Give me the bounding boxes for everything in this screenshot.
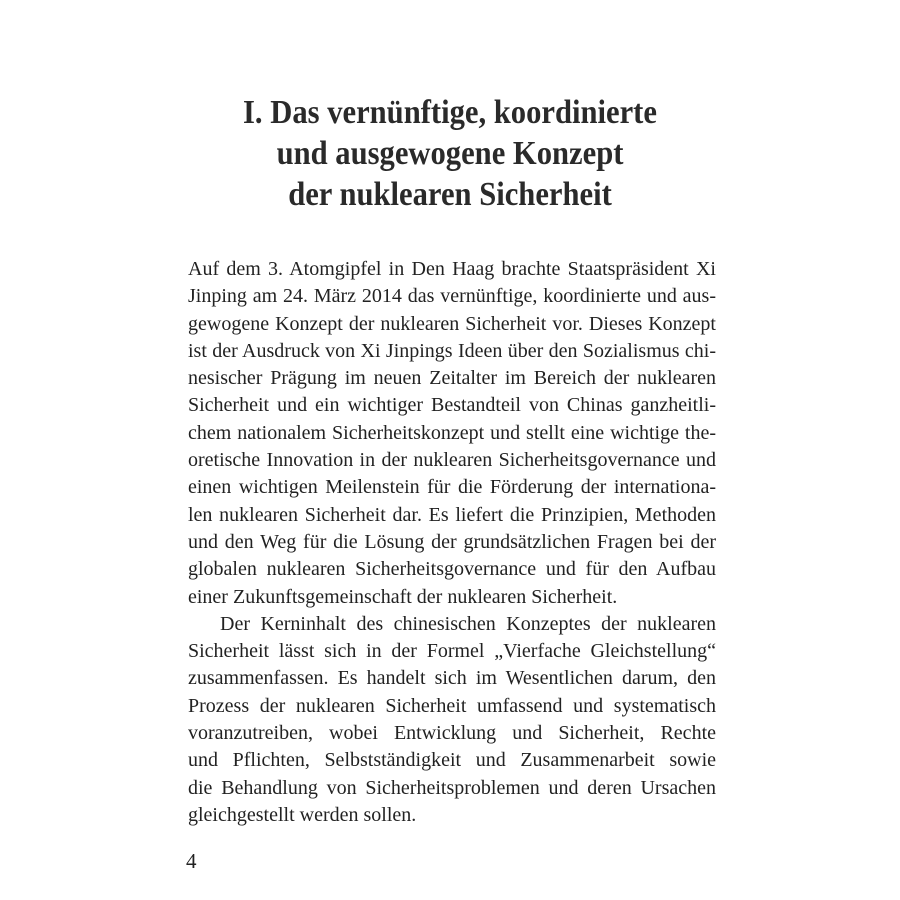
text-line: Der Kerninhalt des chinesischen Konzeptes der nuklearen (220, 612, 716, 635)
text-line: und Pflichten, Selbstständigkeit und Zusammenarbeit sowie (188, 749, 716, 772)
heading-line: und ausgewogene Konzept (276, 135, 624, 172)
text-line: Prozess der nuklearen Sicherheit umfassend und systematisch (188, 694, 716, 717)
text-line: voranzutreiben, wobei Entwicklung und Sicherheit, Rechte (188, 722, 716, 745)
text-line: chem nationalem Sicherheitskonzept und stellt eine wichtige the- (188, 421, 716, 444)
chapter-heading (180, 92, 720, 215)
text-line: einen wichtigen Meilenstein für die Förderung der internationa- (188, 476, 716, 499)
text-line: gleichgestellt werden sollen. (188, 803, 417, 826)
text-line: ist der Ausdruck von Xi Jinpings Ideen über den Sozialismus chi- (188, 339, 716, 362)
text-line: zusammenfassen. Es handelt sich im Wesentlichen darum, den (188, 667, 716, 690)
text-line: Sicherheit lässt sich in der Formel „Vierfache Gleichstellung“ (188, 640, 716, 663)
text-line: len nuklearen Sicherheit dar. Es liefert die Prinzipien, Methoden (188, 503, 716, 526)
text-line: nesischer Prägung im neuen Zeitalter im Bereich der nuklearen (188, 367, 716, 390)
text-line: einer Zukunftsgemeinschaft der nuklearen Sicherheit. (188, 585, 618, 608)
heading-line: I. Das vernünftige, koordinierte (243, 94, 657, 131)
paragraph-1 (188, 256, 716, 611)
text-line: Sicherheit und ein wichtiger Bestandteil von Chinas ganzheitli- (188, 394, 716, 417)
text-line: Jinping am 24. März 2014 das vernünftige, koordinierte und aus- (188, 285, 716, 308)
body-text (188, 256, 716, 829)
text-line: die Behandlung von Sicherheitsproblemen und deren Ursachen (188, 776, 716, 799)
text-line: gewogene Konzept der nuklearen Sicherheit vor. Dieses Konzept (188, 312, 716, 335)
paragraph-2 (188, 611, 716, 829)
heading-line: der nuklearen Sicherheit (288, 176, 612, 213)
text-line: globalen nuklearen Sicherheitsgovernance und für den Aufbau (188, 558, 716, 581)
text-line: Auf dem 3. Atomgipfel in Den Haag brachte Staatspräsident Xi (188, 258, 716, 280)
text-line: und den Weg für die Lösung der grundsätzlichen Fragen bei der (188, 530, 716, 553)
text-line: oretische Innovation in der nuklearen Sicherheitsgovernance und (188, 449, 716, 472)
page-number: 4 (186, 849, 197, 873)
